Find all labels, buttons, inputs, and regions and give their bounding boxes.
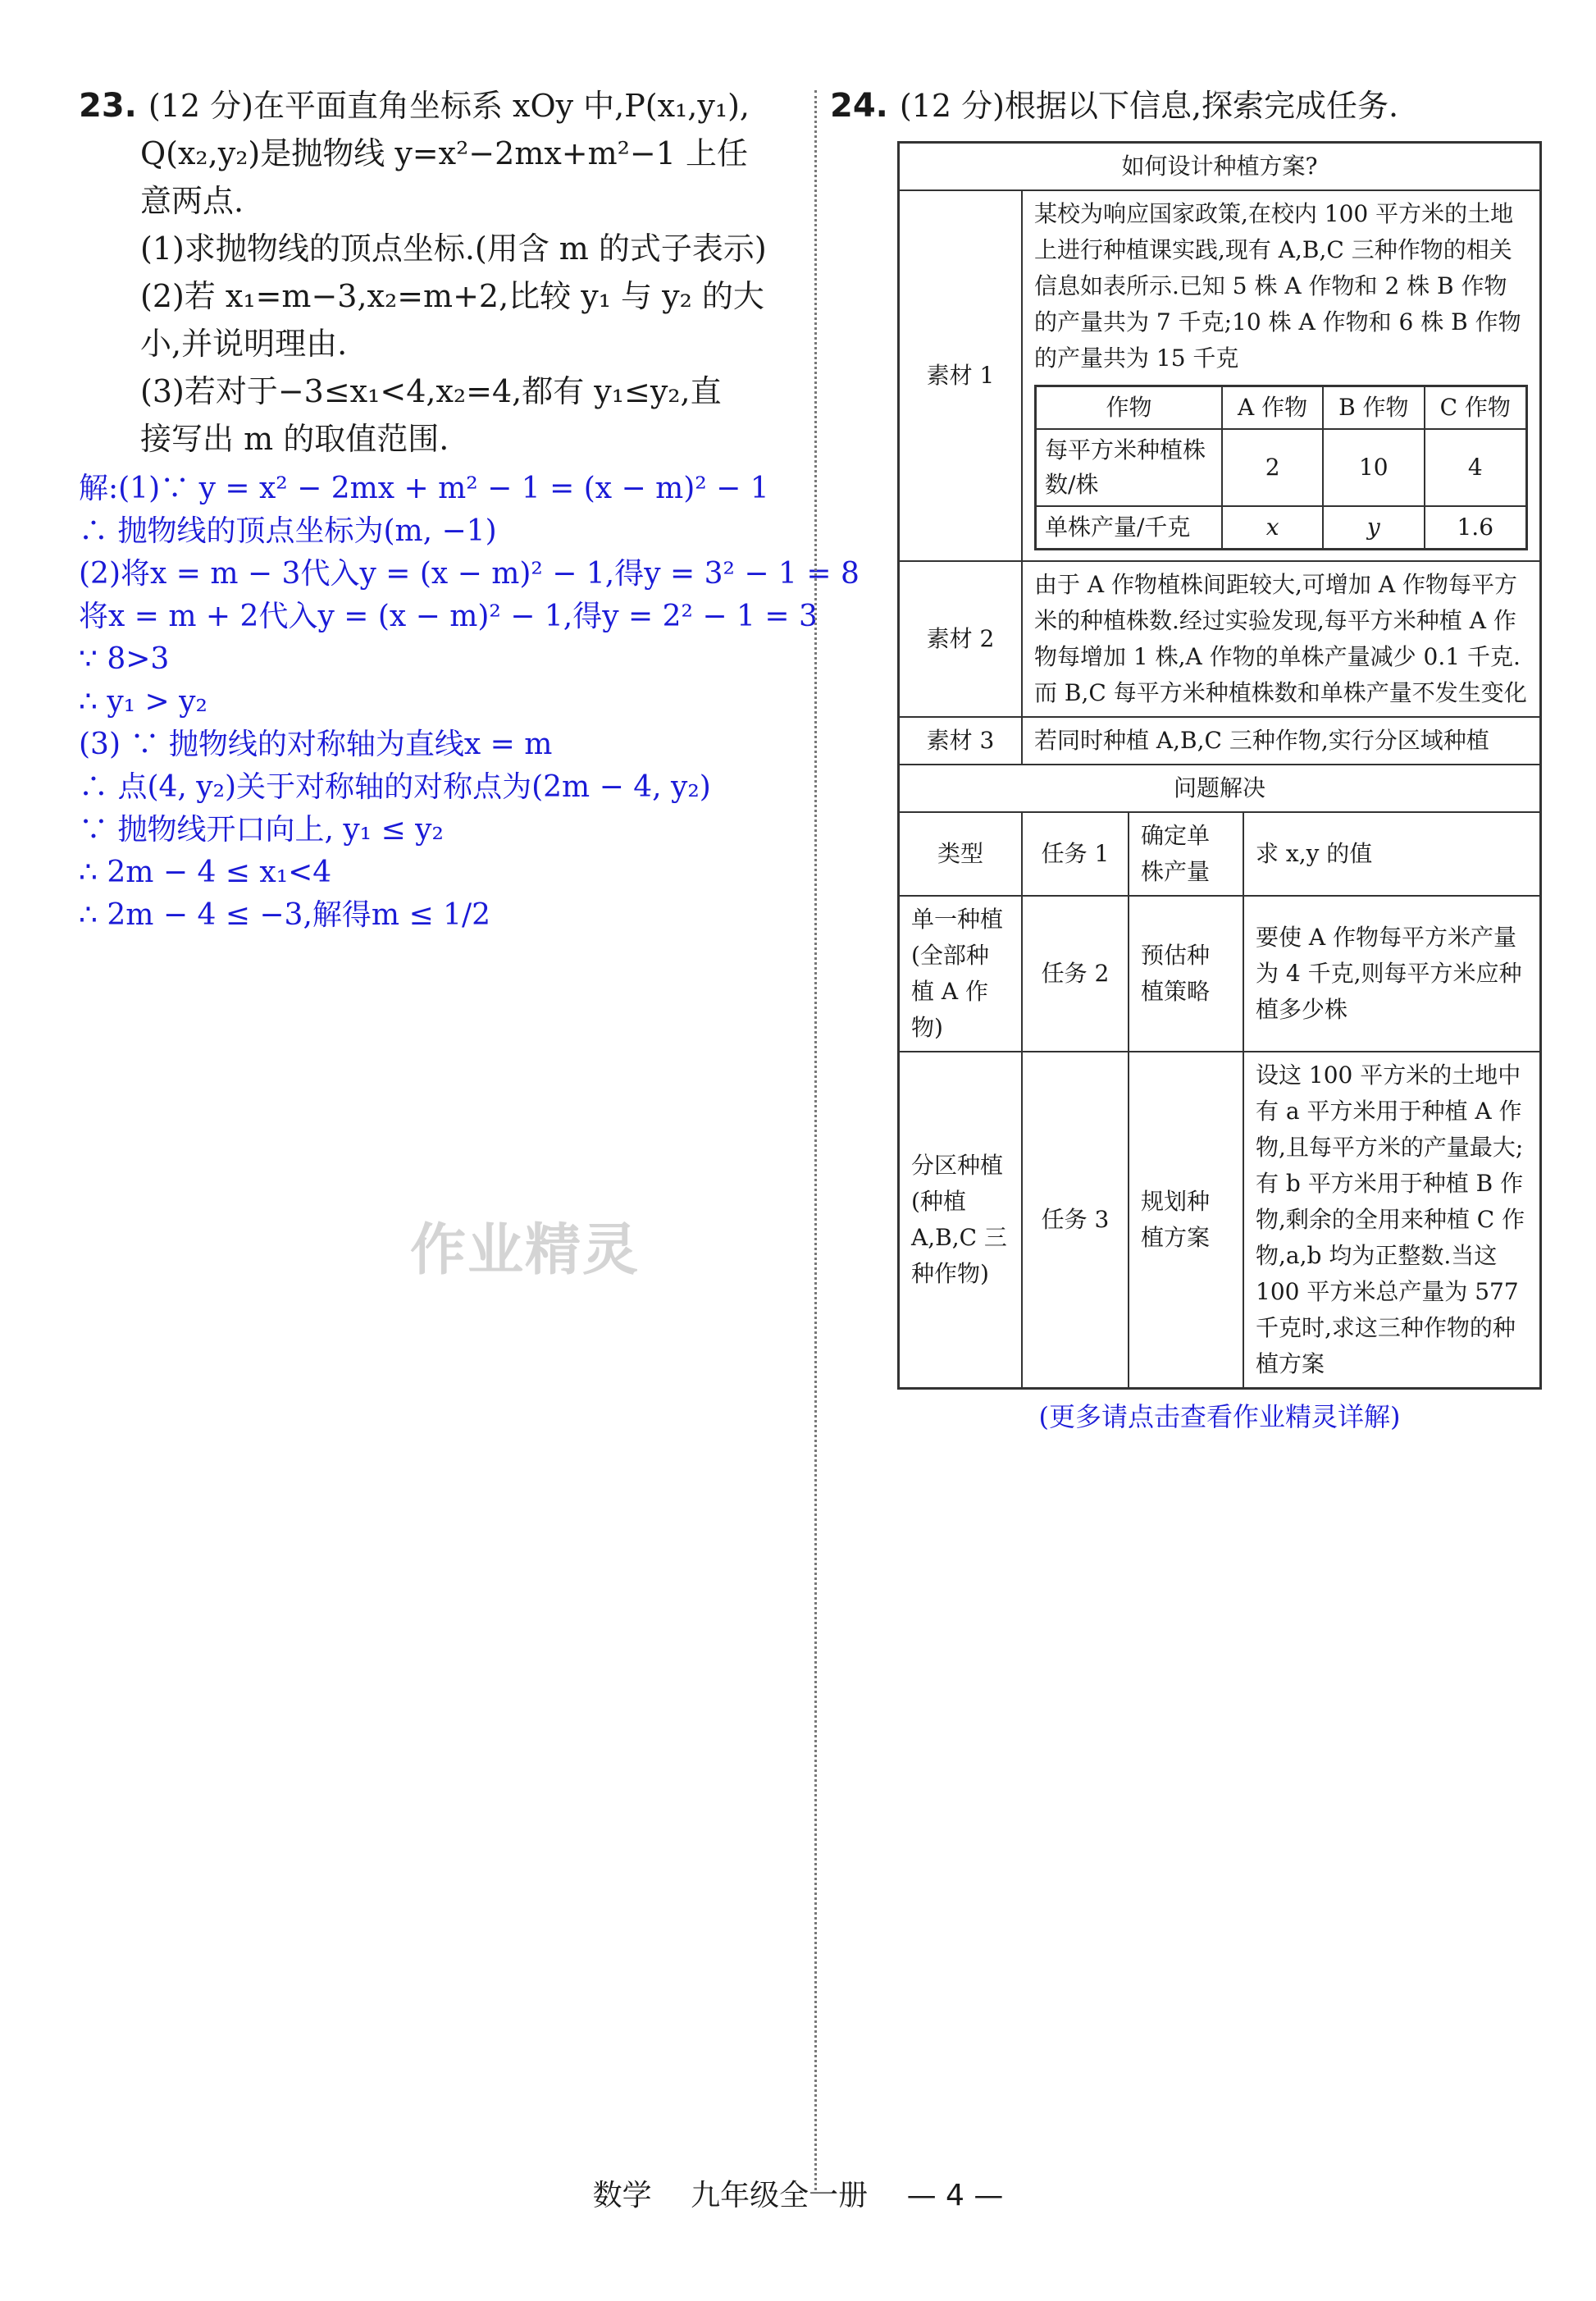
q23-line: Q(x₂,y₂)是抛物线 y=x²−2mx+m²−1 上任 xyxy=(140,135,748,171)
task-row xyxy=(899,896,1541,1052)
solution-line: ∵ 8>3 xyxy=(79,642,170,676)
q23-line: 小,并说明理由. xyxy=(140,326,348,362)
task-name: 规划种植方案 xyxy=(1129,1052,1243,1389)
watermark: 作业精灵 xyxy=(410,1218,641,1283)
inner-cell: 2 xyxy=(1222,429,1323,506)
q23-stem xyxy=(79,82,800,463)
inner-header: C 作物 xyxy=(1425,386,1527,430)
task-name: 预估种植策略 xyxy=(1129,896,1243,1052)
inner-cell: 单株产量/千克 xyxy=(1036,506,1223,550)
inner-header: A 作物 xyxy=(1222,386,1323,430)
material-1 xyxy=(1022,190,1541,561)
task-number: 任务 1 xyxy=(1022,812,1129,896)
task-number: 任务 2 xyxy=(1022,896,1129,1052)
solution-line: ∴ 2m − 4 ≤ −3,解得m ≤ 1/2 xyxy=(79,898,491,932)
footer-grade: 九年级全一册 xyxy=(691,2179,869,2212)
question-23 xyxy=(79,82,860,937)
q23-line: (2)若 x₁=m−3,x₂=m+2,比较 y₁ 与 y₂ 的大 xyxy=(140,278,764,314)
question-24 xyxy=(830,82,1544,1434)
task-type: 类型 xyxy=(899,812,1023,896)
task-row xyxy=(899,812,1541,896)
material-3-label: 素材 3 xyxy=(899,717,1023,765)
q23-solution xyxy=(79,468,860,937)
task-name: 确定单株产量 xyxy=(1129,812,1243,896)
inner-cell: y xyxy=(1323,506,1424,550)
table-title: 如何设计种植方案? xyxy=(899,143,1541,191)
inner-cell: 4 xyxy=(1425,429,1527,506)
q23-line: (12 分)在平面直角坐标系 xOy 中,P(x₁,y₁), xyxy=(148,88,750,124)
column-divider xyxy=(814,90,817,2190)
material-2-label: 素材 2 xyxy=(899,561,1023,717)
page-footer xyxy=(0,2172,1596,2214)
q23-line: (1)求抛物线的顶点坐标.(用含 m 的式子表示) xyxy=(140,231,767,267)
inner-header: 作物 xyxy=(1036,386,1223,430)
solution-line: ∴ y₁ > y₂ xyxy=(79,685,207,719)
solution-line: 将x = m + 2代入y = (x − m)² − 1,得y = 2² − 1 = 3 xyxy=(79,600,818,633)
task-number: 任务 3 xyxy=(1022,1052,1129,1389)
task-desc: 要使 A 作物每平方米产量为 4 千克,则每平方米应种植多少株 xyxy=(1243,896,1541,1052)
q24-intro: (12 分)根据以下信息,探索完成任务. xyxy=(899,88,1399,124)
solution-line: 解:(1)∵ y = x² − 2mx + m² − 1 = (x − m)² − 1 xyxy=(79,472,769,505)
planting-table xyxy=(897,141,1542,1390)
material-3-text: 若同时种植 A,B,C 三种作物,实行分区域种植 xyxy=(1022,717,1541,765)
q23-line: (3)若对于−3≤x₁<4,x₂=4,都有 y₁≤y₂,直 xyxy=(140,373,722,409)
q23-number: 23. xyxy=(79,87,137,125)
task-row xyxy=(899,1052,1541,1389)
solution-line: ∴ 抛物线的顶点坐标为(m, −1) xyxy=(79,514,497,548)
solution-line: ∵ 抛物线开口向上, y₁ ≤ y₂ xyxy=(79,813,444,847)
inner-cell: 1.6 xyxy=(1425,506,1527,550)
solution-line: (3) ∵ 抛物线的对称轴为直线x = m xyxy=(79,728,553,761)
solution-line: ∴ 点(4, y₂)关于对称轴的对称点为(2m − 4, y₂) xyxy=(79,770,711,804)
q24-number: 24. xyxy=(830,87,888,125)
solve-title: 问题解决 xyxy=(899,765,1541,812)
inner-header: B 作物 xyxy=(1323,386,1424,430)
inner-cell: 每平方米种植株数/株 xyxy=(1036,429,1223,506)
solution-line: ∴ 2m − 4 ≤ x₁<4 xyxy=(79,856,332,889)
inner-cell: 10 xyxy=(1323,429,1424,506)
task-type: 分区种植(种植 A,B,C 三种作物) xyxy=(899,1052,1023,1389)
material-1-text: 某校为响应国家政策,在校内 100 平方米的土地上进行种植课实践,现有 A,B,C 三种作物的相关信息如表所示.已知 5 株 A 作物和 2 株 B 作物的产量共为 7 千克;10 株 A 作物和 6 株 B 作物的产量共为 15 千克 xyxy=(1034,200,1521,372)
material-1-label: 素材 1 xyxy=(899,190,1023,561)
material-2-text: 由于 A 作物植株间距较大,可增加 A 作物每平方米的种植株数.经过实验发现,每平方米种植 A 作物每增加 1 株,A 作物的单株产量减少 0.1 千克.而 B,C 每平方米种植株数和单株产量不发生变化 xyxy=(1022,561,1541,717)
footer-page-number: — 4 — xyxy=(906,2179,1004,2212)
q23-line: 接写出 m 的取值范围. xyxy=(140,421,449,457)
more-details-link[interactable]: (更多请点击查看作业精灵详解) xyxy=(1038,1401,1401,1432)
q23-line: 意两点. xyxy=(140,183,244,219)
task-desc: 求 x,y 的值 xyxy=(1243,812,1541,896)
crop-info-table xyxy=(1034,385,1528,550)
task-desc: 设这 100 平方米的土地中有 a 平方米用于种植 A 作物,且每平方米的产量最大;有 b 平方米用于种植 B 作物,剩余的全用来种植 C 作物,a,b 均为正整数.当这 100 平方米总产量为 577 千克时,求这三种作物的种植方案 xyxy=(1243,1052,1541,1389)
footer-subject: 数学 xyxy=(592,2179,652,2212)
task-type: 单一种植(全部种植 A 作物) xyxy=(899,896,1023,1052)
solution-line: (2)将x = m − 3代入y = (x − m)² − 1,得y = 3² − 1 = 8 xyxy=(79,557,860,591)
inner-cell: x xyxy=(1222,506,1323,550)
